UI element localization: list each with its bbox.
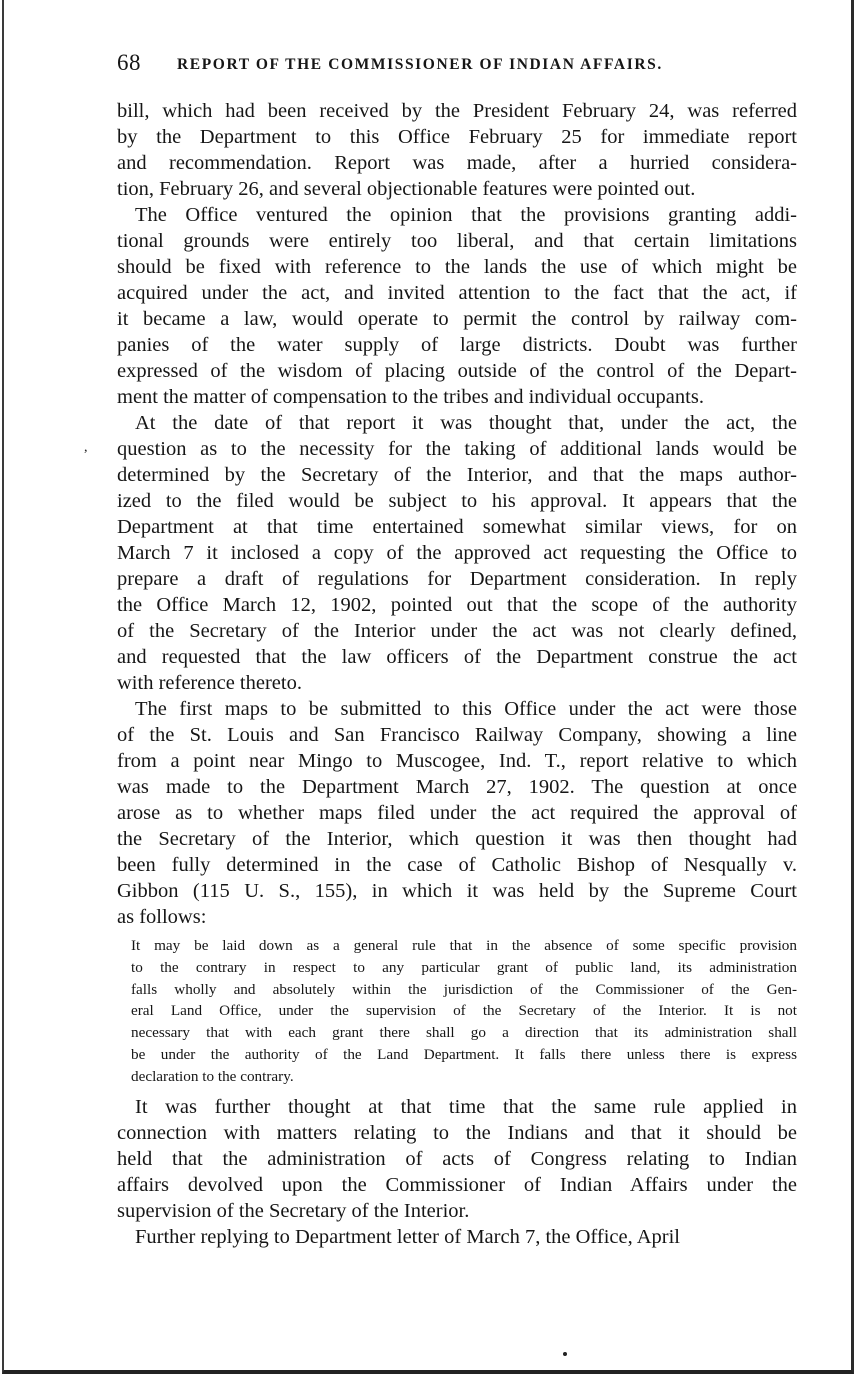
text-line: The Office ventured the opinion that the provisions granting addi- (135, 204, 797, 226)
text-line: to the contrary in respect to any particular grant of public land, its administration (131, 958, 797, 976)
text-line: affairs devolved upon the Commissioner of Indian Affairs under the (117, 1173, 797, 1196)
text-line: the Secretary of the Interior, which question it was then thought had (117, 828, 797, 850)
body-text (117, 98, 797, 1250)
page-header (117, 50, 797, 82)
text-line: it became a law, would operate to permit the control by railway com- (117, 308, 797, 330)
text-line: be under the authority of the Land Department. It falls there unless there is express (131, 1045, 797, 1063)
text-line: expressed of the wisdom of placing outside of the control of the Depart- (117, 360, 797, 382)
text-line: Department at that time entertained somewhat similar views, for on (117, 516, 797, 538)
paragraph (117, 1224, 797, 1250)
text-line: At the date of that report it was thought that, under the act, the (135, 412, 797, 434)
text-line: bill, which had been received by the President February 24, was referred (117, 100, 797, 122)
text-line: prepare a draft of regulations for Department consideration. In reply (117, 568, 797, 590)
text-line: of the Secretary of the Interior under the act was not clearly defined, (117, 620, 797, 642)
text-line: panies of the water supply of large districts. Doubt was further (117, 334, 797, 356)
text-line: Gibbon (115 U. S., 155), in which it was held by the Supreme Court (117, 880, 797, 902)
paragraph (117, 696, 797, 930)
margin-mark: , (84, 440, 88, 455)
paragraph (117, 1094, 797, 1224)
text-line: was made to the Department March 27, 1902. The question at once (117, 776, 797, 798)
text-line: and recommendation. Report was made, after a hurried considera- (117, 152, 797, 174)
text-line: of the St. Louis and San Francisco Railway Company, showing a line (117, 724, 797, 746)
text-line: tion, February 26, and several objectionable features were pointed out. (117, 178, 696, 200)
text-line: March 7 it inclosed a copy of the approved act requesting the Office to (117, 542, 797, 564)
text-line: and requested that the law officers of the Department construe the act (117, 646, 797, 668)
paragraph (117, 410, 797, 696)
text-line: It may be laid down as a general rule that in the absence of some specific provision (131, 937, 797, 954)
text-line: as follows: (117, 906, 207, 928)
text-line: with reference thereto. (117, 672, 302, 694)
paragraph (117, 98, 797, 202)
text-line: should be fixed with reference to the lands the use of which might be (117, 256, 797, 278)
text-line: arose as to whether maps filed under the act required the approval of (117, 802, 797, 824)
stray-ink-dot (563, 1352, 567, 1356)
text-line: supervision of the Secretary of the Interior. (117, 1199, 470, 1222)
text-line: The first maps to be submitted to this Office under the act were those (135, 698, 797, 720)
paragraph (117, 202, 797, 410)
text-line: acquired under the act, and invited attention to the fact that the act, if (117, 282, 797, 304)
text-line: eral Land Office, under the supervision of the Secretary of the Interior. It is not (131, 1002, 797, 1020)
text-line: falls wholly and absolutely within the jurisdiction of the Commissioner of the Gen- (131, 980, 797, 998)
text-line: declaration to the contrary. (131, 1067, 294, 1085)
text-line: It was further thought at that time that the same rule applied in (135, 1095, 797, 1118)
text-line: ment the matter of compensation to the tribes and individual occupants. (117, 386, 704, 408)
text-line: Further replying to Department letter of March 7, the Office, April (135, 1225, 680, 1248)
text-line: ized to the filed would be subject to his approval. It appears that the (117, 490, 797, 512)
text-line: tional grounds were entirely too liberal, and that certain limitations (117, 230, 797, 252)
text-line: the Office March 12, 1902, pointed out that the scope of the authority (117, 594, 797, 616)
text-line: held that the administration of acts of Congress relating to Indian (117, 1147, 797, 1170)
text-line: from a point near Mingo to Muscogee, Ind. T., report relative to which (117, 750, 797, 772)
running-head: REPORT OF THE COMMISSIONER OF INDIAN AFFAIRS. (177, 56, 663, 73)
text-line: by the Department to this Office February 25 for immediate report (117, 126, 797, 148)
text-line: question as to the necessity for the taking of additional lands would be (117, 438, 797, 460)
text-line: connection with matters relating to the Indians and that it should be (117, 1121, 797, 1144)
text-line: determined by the Secretary of the Interior, and that the maps author- (117, 464, 797, 486)
block-quote (131, 935, 797, 1088)
page-number: 68 (117, 50, 141, 75)
text-line: necessary that with each grant there shall go a direction that its administration shall (131, 1024, 797, 1042)
text-line: been fully determined in the case of Catholic Bishop of Nesqually v. (117, 854, 797, 876)
